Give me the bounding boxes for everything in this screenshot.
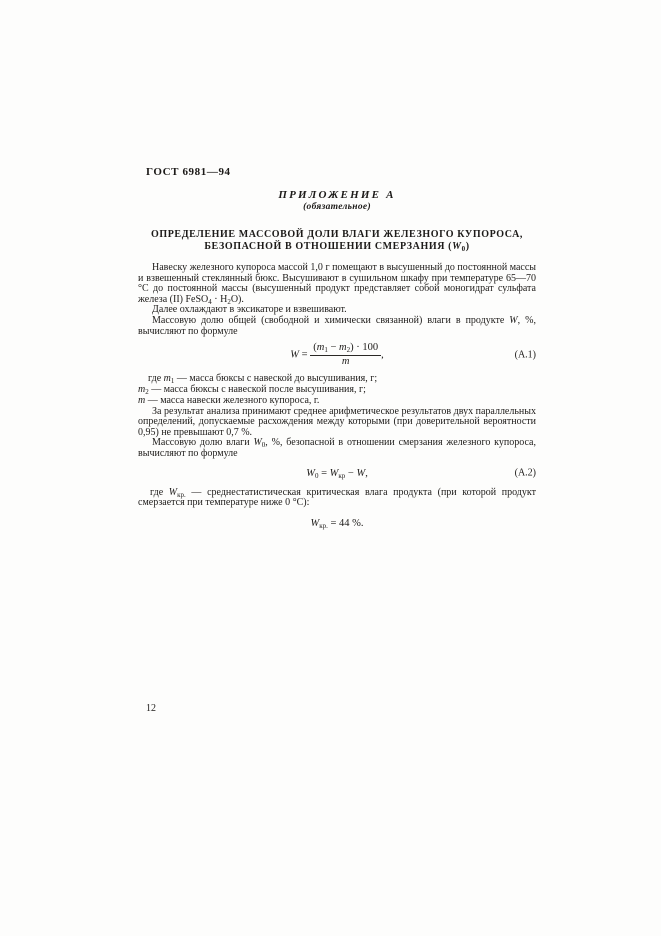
section-title-line1: ОПРЕДЕЛЕНИЕ МАССОВОЙ ДОЛИ ВЛАГИ ЖЕЛЕЗНОГО КУПОРОСА, bbox=[150, 229, 524, 240]
paragraph-sample-preparation: Навеску железного купороса массой 1,0 г помещают в высушенный до постоянной массы и взвешенный стеклянный бюкс. Высушивают в сушильном шкафу при температуре 65—70 °С до постоянной массы (высушенный продукт представляет собой моногидрат сульфата железа (II) FeSO$_4$ · $H_2O$). bbox=[138, 262, 536, 306]
formula-a1-numerator: $(m_1 - m_2) \cdot 100$ bbox=[313, 342, 379, 355]
where-line-m: m — масса навески железного купороса, г. bbox=[138, 394, 320, 406]
appendix-label: ПРИЛОЖЕНИЕ А bbox=[278, 189, 396, 201]
formula-a1-fraction bbox=[310, 342, 381, 368]
where-line-m2: $m_2$ — масса бюксы с навеской после высушивания, г; bbox=[138, 384, 366, 397]
paragraph-moisture-intro: Массовую долю общей (свободной и химически связанной) влаги в продукте W, %, вычисляют по формуле bbox=[138, 314, 536, 337]
formula-a1-denominator: m bbox=[310, 355, 381, 368]
section-title-line2: БЕЗОПАСНОЙ В ОТНОШЕНИИ СМЕРЗАНИЯ $(W_0)$ bbox=[204, 241, 470, 253]
formula-a1-lhs: W = bbox=[290, 349, 311, 361]
where-definitions-a1 bbox=[138, 374, 536, 406]
formula-a1-number: (А.1) bbox=[514, 349, 536, 361]
doc-code: ГОСТ 6981—94 bbox=[146, 166, 231, 178]
critical-moisture-value: $W_{кр.} = 44$ %. bbox=[310, 518, 364, 531]
formula-a2 bbox=[138, 468, 536, 479]
paragraph-result-averaging: За результат анализа принимают среднее арифметическое результатов двух параллельных определений, допускаемые расхождения между которыми (при доверительной вероятности 0,95) не превышают 0,7 %. bbox=[138, 405, 536, 438]
where-definition-wkr: где $W_{кр.}$ — среднестатистическая критическая влага продукта (при которой продукт смерзается при температуре ниже 0 °С): bbox=[138, 486, 536, 509]
formula-a1-trailing: , bbox=[381, 349, 384, 361]
paragraph-cooling: Далее охлаждают в эксикаторе и взвешивают. bbox=[152, 304, 347, 316]
page-number: 12 bbox=[146, 703, 156, 714]
formula-a2-number: (А.2) bbox=[514, 467, 536, 479]
section-title bbox=[138, 229, 536, 253]
page-content bbox=[138, 166, 536, 529]
formula-a1 bbox=[138, 342, 536, 368]
formula-a2-expression: $W_0 = W_{кр} - W$, bbox=[306, 467, 368, 480]
where-line-m1: где $m_1$ — масса бюксы с навеской до высушивания, г; bbox=[148, 373, 378, 386]
paragraph-safe-moisture-intro: Массовую долю влаги $W_0$, %, безопасной в отношении смерзания железного купороса, вычисляют по формуле bbox=[138, 437, 536, 460]
appendix-note: (обязательное) bbox=[303, 202, 371, 212]
